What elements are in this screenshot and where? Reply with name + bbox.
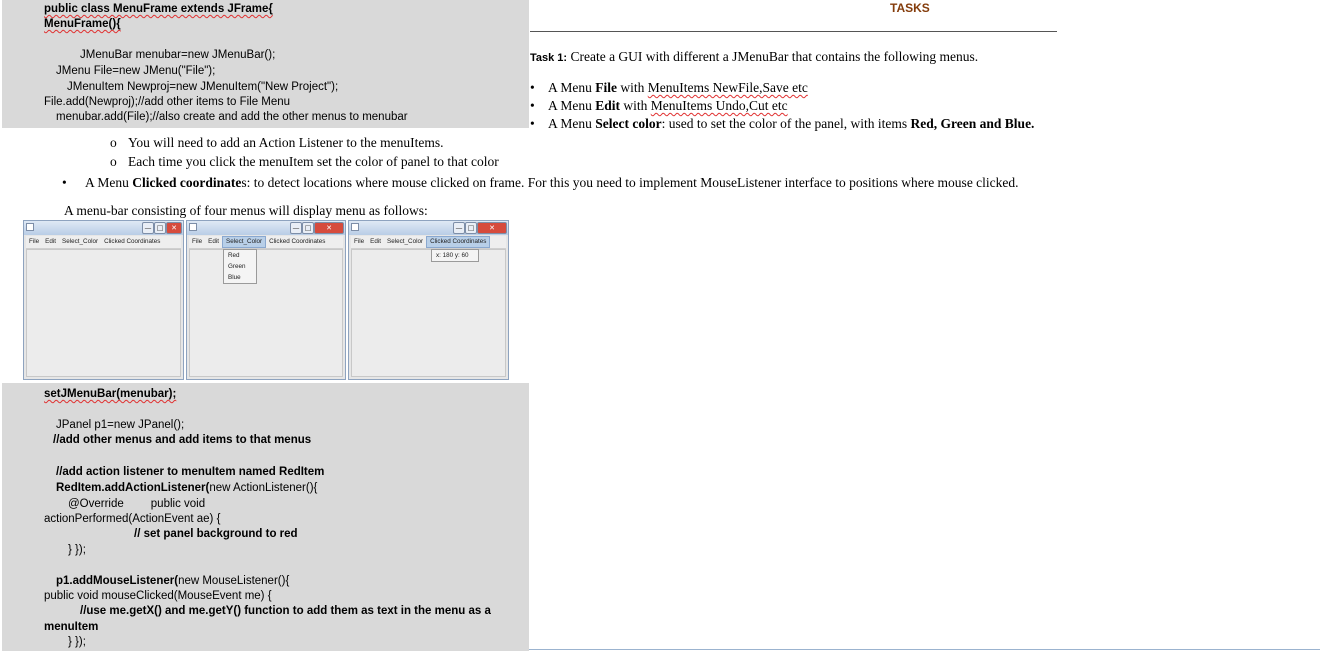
content-panel xyxy=(351,249,506,377)
code-text: RedItem.addActionListener( xyxy=(56,482,210,494)
code-line-mouseclicked: public void mouseClicked(MouseEvent me) { xyxy=(44,590,272,602)
java-icon xyxy=(26,223,34,231)
menu-select-color: Select_Color xyxy=(387,238,424,245)
code-line-menuitem: menuItem xyxy=(44,621,99,633)
menu-file: File xyxy=(29,238,40,245)
code-line-setjmenubar xyxy=(44,388,176,400)
window-screenshot-1 xyxy=(23,220,184,380)
code-line-class xyxy=(44,3,273,15)
task-description: Create a GUI with different a JMenuBar that contains the following menus. xyxy=(570,49,979,64)
code-line-jmenuitem: JMenuItem Newproj=new JMenuItem("New Project"); xyxy=(67,81,339,93)
content-panel xyxy=(26,249,181,377)
maximize-icon: □ xyxy=(465,222,477,234)
java-icon xyxy=(189,223,197,231)
content-panel xyxy=(189,249,343,377)
menu-clicked-coordinates: Clicked Coordinates xyxy=(269,238,326,245)
code-line-additemlistener xyxy=(56,482,317,494)
bullet-select-color xyxy=(530,116,1034,132)
bullet-dot: • xyxy=(530,98,535,113)
code-text: setJMenuBar(menubar); xyxy=(44,388,177,400)
maximize-icon: □ xyxy=(302,222,314,234)
menu-bar xyxy=(351,236,506,249)
coordinates-dropdown xyxy=(431,249,479,262)
menu-edit: Edit xyxy=(208,238,220,245)
bullet-bold: Red, Green and Blue. xyxy=(910,116,1035,131)
bullet-text: with xyxy=(620,98,651,113)
bullet-dot: • xyxy=(530,116,535,131)
bullet-bold: Edit xyxy=(595,98,621,113)
color-dropdown xyxy=(223,249,257,284)
close-icon: ✕ xyxy=(477,222,507,234)
subbullet-panel-color xyxy=(110,154,499,170)
subbullet-action-listener xyxy=(110,135,443,151)
code-line-comment-red: // set panel background to red xyxy=(134,528,298,540)
bullet-clicked-coordinates xyxy=(62,175,1019,191)
code-line-comment-getxy: //use me.getX() and me.getY() function to add them as text in the menu as a xyxy=(80,605,491,617)
code-line-addmouselistener xyxy=(56,575,289,587)
menu-item-green: Green xyxy=(228,263,246,270)
bullet-file xyxy=(530,80,808,96)
code-text: public void xyxy=(150,498,206,510)
menubar-caption: A menu-bar consisting of four menus will display menu as follows: xyxy=(64,203,428,218)
menu-file: File xyxy=(192,238,203,245)
task-label: Task 1: xyxy=(530,52,568,64)
menu-select-color: Select_Color xyxy=(222,236,266,248)
code-text: new ActionListener(){ xyxy=(209,482,318,494)
bullet-items: MenuItems Undo,Cut etc xyxy=(650,98,788,113)
tasks-title: TASKS xyxy=(890,1,930,15)
bullet-text: s: to detect locations where mouse clicked on frame. For this you need to implement MouseListener interface to positions where mouse clicked. xyxy=(241,175,1019,190)
menu-file: File xyxy=(354,238,365,245)
bullet-text: A Menu xyxy=(85,175,133,190)
subbullet-text: Each time you click the menuItem set the color of panel to that color xyxy=(128,154,499,169)
code-text: p1.addMouseListener( xyxy=(56,575,179,587)
bullet-bold: File xyxy=(595,80,617,95)
bullet-text: A Menu xyxy=(548,98,596,113)
subbullet-text: You will need to add an Action Listener to the menuItems. xyxy=(128,135,444,150)
window-screenshot-3 xyxy=(348,220,509,380)
bullet-edit xyxy=(530,98,788,114)
code-line-jpanel: JPanel p1=new JPanel(); xyxy=(56,419,185,431)
bullet-text: A Menu xyxy=(548,116,596,131)
menu-select-color: Select_Color xyxy=(62,238,99,245)
menu-item-blue: Blue xyxy=(228,274,241,281)
maximize-icon: □ xyxy=(154,222,166,234)
code-line-override xyxy=(68,498,205,510)
task-intro xyxy=(530,49,978,65)
tasks-divider xyxy=(530,31,1057,32)
code-line-constructor xyxy=(44,18,121,30)
java-icon xyxy=(351,223,359,231)
menu-item-red: Red xyxy=(228,252,240,259)
bullet-bold: Clicked coordinate xyxy=(132,175,242,190)
close-icon: ✕ xyxy=(314,222,344,234)
bullet-dot: • xyxy=(530,80,535,95)
code-line-fileadd: File.add(Newproj);//add other items to File Menu xyxy=(44,96,291,108)
page-bottom-rule xyxy=(529,649,1320,650)
subbullet-marker: o xyxy=(110,154,117,169)
minimize-icon: — xyxy=(453,222,465,234)
subbullet-marker: o xyxy=(110,135,117,150)
menu-clicked-coordinates: Clicked Coordinates xyxy=(104,238,161,245)
code-text: @Override xyxy=(68,498,124,510)
code-line-menubar: JMenuBar menubar=new JMenuBar(); xyxy=(80,49,276,61)
bullet-text: with xyxy=(617,80,648,95)
code-text: MenuFrame(){ xyxy=(44,18,121,30)
code-line-close-2: } }); xyxy=(68,636,86,648)
code-line-menubaradd: menubar.add(File);//also create and add the other menus to menubar xyxy=(56,111,408,123)
menu-edit: Edit xyxy=(370,238,382,245)
bullet-dot: • xyxy=(62,175,67,190)
code-line-close-1: } }); xyxy=(68,544,86,556)
code-line-actionperformed: actionPerformed(ActionEvent ae) { xyxy=(44,513,221,525)
menu-edit: Edit xyxy=(45,238,57,245)
code-text: public class MenuFrame extends JFrame{ xyxy=(44,3,273,15)
bullet-items: MenuItems NewFile,Save etc xyxy=(647,80,808,95)
bullet-text: A Menu xyxy=(548,80,596,95)
minimize-icon: — xyxy=(290,222,302,234)
code-text: new MouseListener(){ xyxy=(178,575,290,587)
window-screenshot-2 xyxy=(186,220,346,380)
code-line-jmenu: JMenu File=new JMenu("File"); xyxy=(56,65,216,77)
close-icon: ✕ xyxy=(166,222,182,234)
menu-bar xyxy=(189,236,343,249)
bullet-text: : used to set the color of the panel, with items xyxy=(661,116,911,131)
code-line-comment-listener: //add action listener to menuItem named RedItem xyxy=(56,466,325,478)
code-line-comment-menus: //add other menus and add items to that menus xyxy=(53,434,312,446)
minimize-icon: — xyxy=(142,222,154,234)
menu-item-coordinates: x: 180 y: 60 xyxy=(436,252,469,259)
bullet-bold: Select color xyxy=(595,116,662,131)
menu-bar xyxy=(26,236,181,249)
menu-clicked-coordinates: Clicked Coordinates xyxy=(426,236,490,248)
